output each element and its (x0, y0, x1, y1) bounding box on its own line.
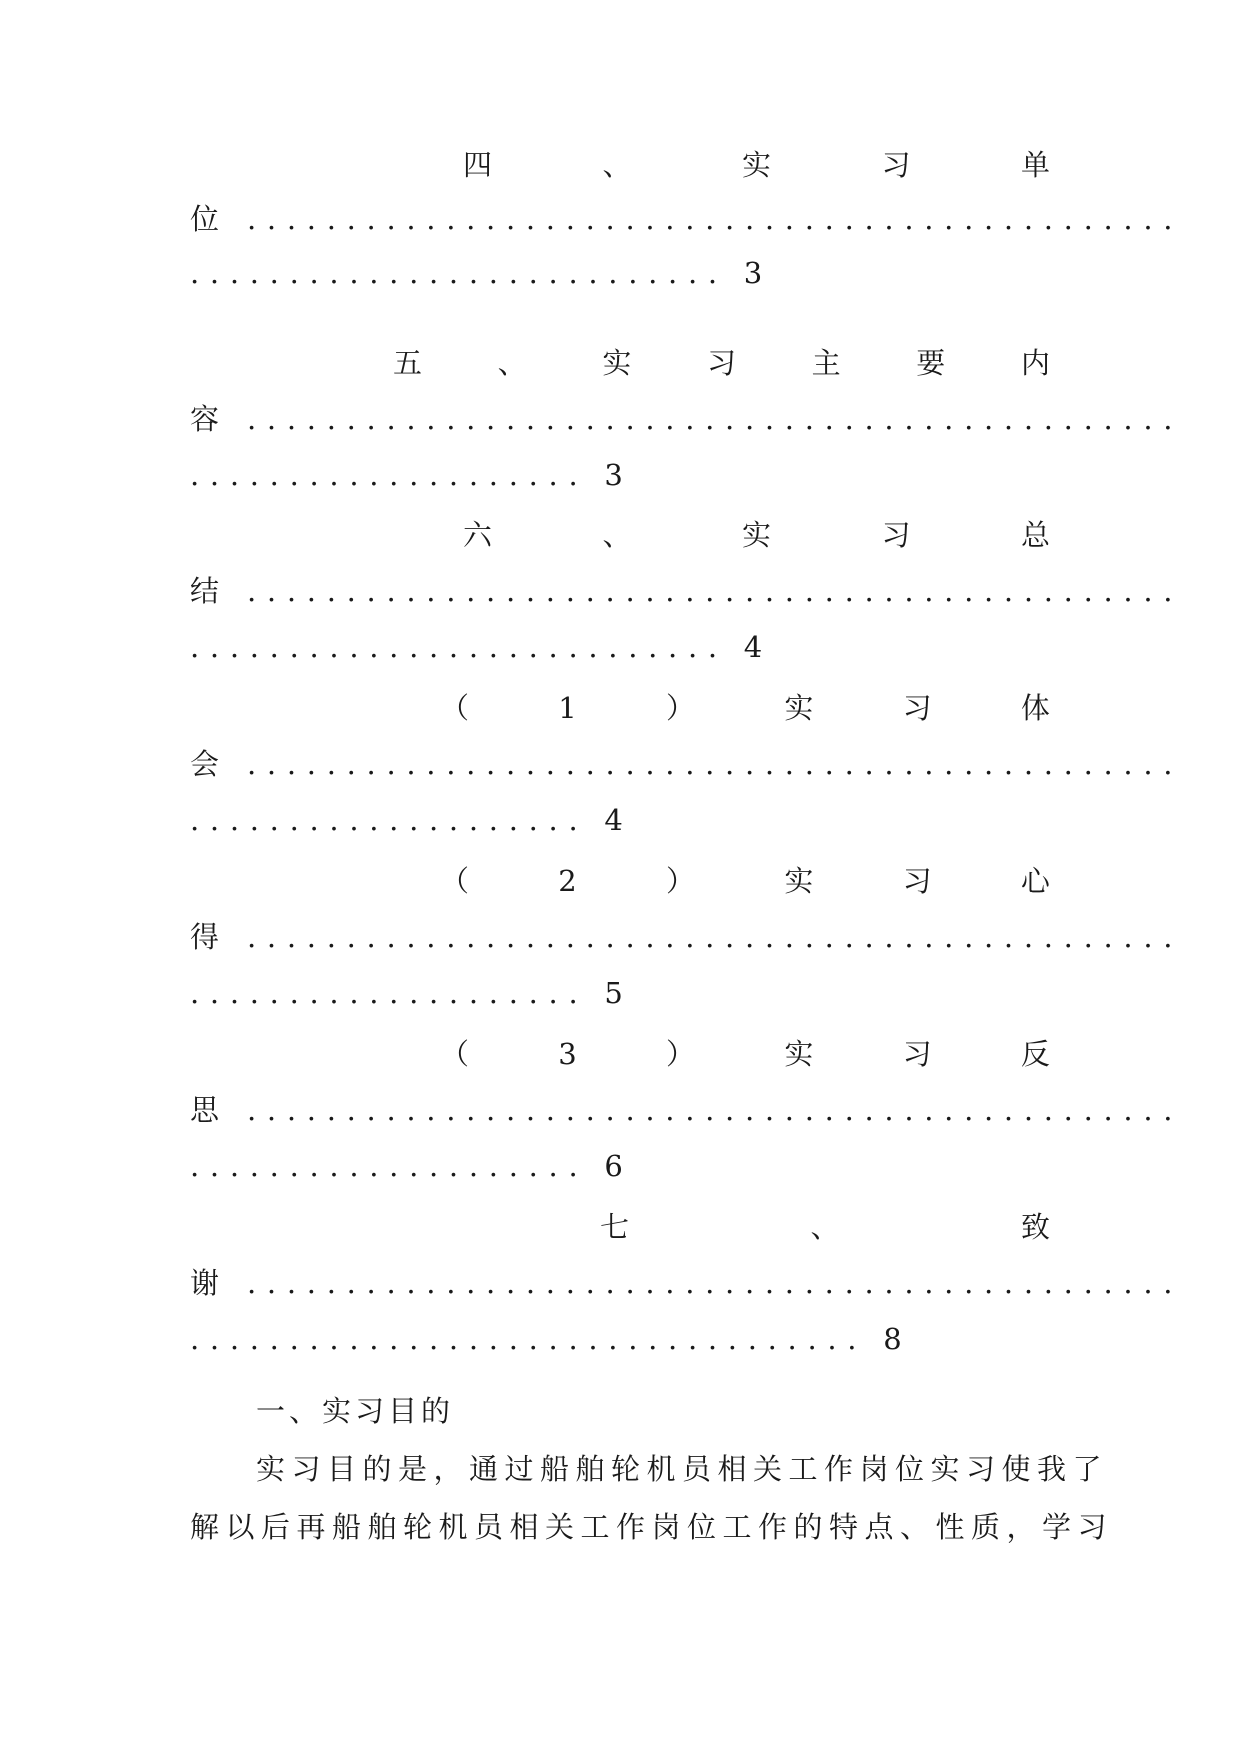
toc-lead-char: 思 (190, 1093, 220, 1127)
section-heading: 一、实习目的 (256, 1394, 455, 1428)
toc-heading-char: （ (440, 1037, 470, 1071)
toc-heading-char: 习 (706, 346, 736, 380)
toc-heading-char: 心 (1020, 864, 1050, 898)
toc-heading-char: 实 (784, 864, 814, 898)
toc-dots-line-3 (190, 562, 1184, 620)
toc-heading-char: 、 (602, 148, 632, 182)
toc-leader-dots: ............................................... (247, 402, 1184, 436)
toc-tail-line-3 (190, 618, 1050, 676)
toc-lead-char: 得 (190, 920, 220, 954)
toc-heading-char: 单 (1020, 148, 1050, 182)
toc-dots-line-7 (190, 1254, 1184, 1312)
toc-leader-dots: .................... (190, 976, 589, 1010)
toc-page-number: 6 (604, 1149, 623, 1183)
toc-dots-line-4 (190, 735, 1184, 793)
toc-heading-char: 内 (1020, 346, 1050, 380)
toc-leader-dots: ............................................... (247, 202, 1184, 236)
toc-heading-char: 实 (741, 148, 771, 182)
toc-tail-line-7 (190, 1310, 1050, 1368)
toc-lead-char: 位 (190, 202, 220, 236)
toc-heading-char: 习 (881, 518, 911, 552)
toc-heading-1 (463, 136, 1050, 194)
toc-leader-dots: ............................................... (247, 920, 1184, 954)
toc-heading-char: 、 (497, 346, 527, 380)
toc-dots-line-2 (190, 390, 1184, 448)
toc-page-number: 4 (743, 630, 763, 664)
toc-heading-char: 致 (1020, 1210, 1050, 1244)
paragraph-line: 解以后再船舶轮机员相关工作岗位工作的特点、性质，学习 (190, 1510, 1114, 1544)
toc-dots-line-5 (190, 908, 1184, 966)
toc-heading-char: 、 (810, 1210, 840, 1244)
toc-heading-char: ） (666, 691, 696, 725)
toc-heading-char: 反 (1020, 1037, 1050, 1071)
toc-heading-6 (440, 1025, 1050, 1083)
toc-dots-line-6 (190, 1081, 1184, 1139)
toc-heading-5 (440, 852, 1050, 910)
toc-leader-dots: .................... (190, 458, 589, 492)
toc-heading-char: 七 (600, 1210, 630, 1244)
toc-lead-char: 容 (190, 402, 220, 436)
toc-heading-char: 主 (811, 346, 841, 380)
toc-leader-dots: ............................................... (247, 1093, 1184, 1127)
toc-leader-dots: .................... (190, 1149, 589, 1183)
paragraph-line: 实习目的是，通过船舶轮机员相关工作岗位实习使我了 (256, 1452, 1109, 1486)
toc-leader-dots: .................... (190, 803, 589, 837)
toc-heading-char: 习 (902, 864, 932, 898)
toc-page-number: 4 (604, 803, 623, 837)
toc-leader-dots: .................................. (190, 1322, 868, 1356)
toc-page-number: 3 (604, 458, 623, 492)
toc-tail-line-2 (190, 446, 1050, 504)
toc-heading-char: 要 (916, 346, 946, 380)
toc-leader-dots: ............................................... (247, 747, 1184, 781)
toc-heading-char: 、 (602, 518, 632, 552)
toc-heading-char: 习 (902, 1037, 932, 1071)
toc-lead-char: 谢 (190, 1266, 220, 1300)
toc-heading-char: 3 (558, 1037, 577, 1071)
toc-heading-char: ） (666, 864, 696, 898)
toc-heading-char: 实 (741, 518, 771, 552)
toc-heading-char: 四 (463, 148, 493, 182)
toc-heading-char: （ (440, 864, 470, 898)
toc-leader-dots: ........................... (190, 256, 728, 290)
toc-heading-4 (440, 679, 1050, 737)
toc-heading-char: 实 (602, 346, 632, 380)
toc-heading-char: 总 (1020, 518, 1050, 552)
toc-heading-char: 2 (558, 864, 577, 898)
toc-heading-char: 实 (784, 1037, 814, 1071)
toc-heading-7 (600, 1198, 1050, 1256)
toc-heading-char: 1 (558, 691, 577, 725)
toc-heading-char: ） (666, 1037, 696, 1071)
toc-heading-char: 习 (881, 148, 911, 182)
toc-heading-char: 体 (1020, 691, 1050, 725)
toc-tail-line-1 (190, 244, 1050, 302)
toc-heading-char: 六 (463, 518, 493, 552)
toc-heading-char: 习 (902, 691, 932, 725)
toc-lead-char: 会 (190, 747, 220, 781)
toc-leader-dots: ............................................... (247, 574, 1184, 608)
toc-lead-char: 结 (190, 574, 220, 608)
toc-tail-line-4 (190, 791, 1050, 849)
toc-heading-char: 实 (784, 691, 814, 725)
toc-dots-line-1 (190, 190, 1184, 248)
toc-leader-dots: ........................... (190, 630, 728, 664)
toc-tail-line-6 (190, 1137, 1050, 1195)
toc-leader-dots: ............................................... (247, 1266, 1184, 1300)
toc-tail-line-5 (190, 964, 1050, 1022)
toc-heading-char: 五 (393, 346, 423, 380)
toc-heading-char: （ (440, 691, 470, 725)
toc-page-number: 5 (604, 976, 623, 1010)
toc-heading-3 (463, 506, 1050, 564)
toc-page-number: 3 (743, 256, 763, 290)
toc-page-number: 8 (883, 1322, 902, 1356)
toc-heading-2 (393, 334, 1050, 392)
